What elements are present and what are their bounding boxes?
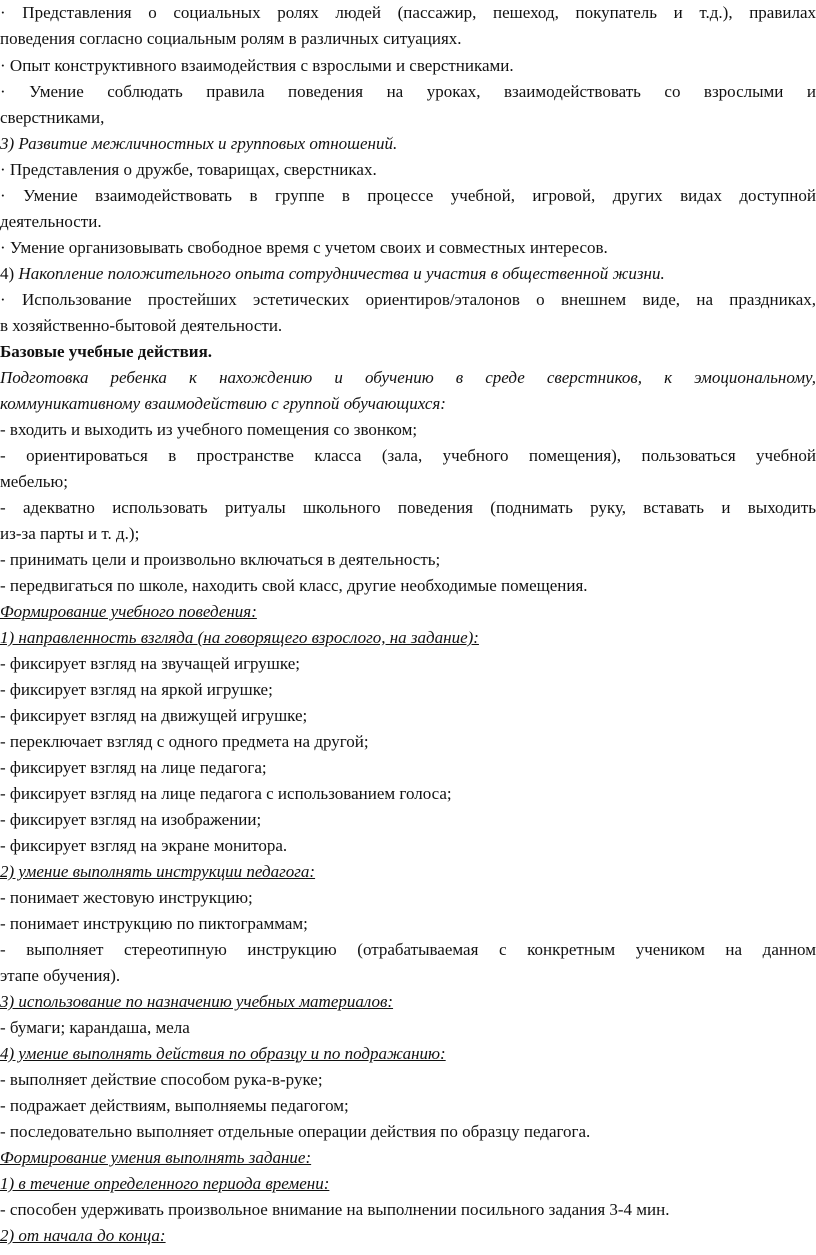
subsection-item-heading-text: 1) в течение определенного периода времени:	[0, 1174, 330, 1193]
section-heading-bold: Базовые учебные действия.	[0, 342, 213, 361]
italic-intro-line: Подготовка ребенка к нахождению и обучению в среде сверстников, к эмоциональному,	[0, 368, 816, 387]
text-line: · Умение взаимодействовать в группе в процессе учебной, игровой, других видах доступной	[0, 186, 816, 205]
list-item: - подражает действиям, выполняемы педагогом;	[0, 1096, 349, 1115]
list-item-continuation: из-за парты и т. д.);	[0, 524, 140, 543]
text-line: в хозяйственно-бытовой деятельности.	[0, 316, 283, 335]
subsection-item-heading-text: 2) умение выполнять инструкции педагога:	[0, 862, 316, 881]
subsection-item-heading	[0, 1171, 816, 1197]
list-item: - бумаги; карандаша, мела	[0, 1018, 190, 1037]
list-item: - способен удерживать произвольное внимание на выполнении посильного задания 3-4 мин.	[0, 1200, 670, 1219]
list-item: - фиксирует взгляд на лице педагога с использованием голоса;	[0, 784, 452, 803]
list-item-continuation: мебелью;	[0, 472, 68, 491]
list-item: - последовательно выполняет отдельные операции действия по образцу педагога.	[0, 1122, 591, 1141]
text-line	[0, 261, 816, 287]
subsection-item-heading	[0, 1223, 816, 1249]
text-line: деятельности.	[0, 212, 102, 231]
subsection-heading	[0, 599, 816, 625]
text-line: · Представления о дружбе, товарищах, сверстниках.	[0, 160, 377, 179]
subsection-item-heading-text: 4) умение выполнять действия по образцу и по подражанию:	[0, 1044, 446, 1063]
list-item: - ориентироваться в пространстве класса (зала, учебного помещения), пользоваться учебной	[0, 446, 816, 465]
subsection-item-heading	[0, 859, 816, 885]
list-number: 4)	[0, 264, 19, 283]
text-line: · Умение соблюдать правила поведения на уроках, взаимодействовать со взрослыми и	[0, 82, 816, 101]
text-line: · Использование простейших эстетических ориентиров/эталонов о внешнем виде, на праздниках,	[0, 290, 816, 309]
section-heading-italic: Накопление положительного опыта сотрудничества и участия в общественной жизни.	[18, 264, 665, 283]
list-item: - понимает инструкцию по пиктограммам;	[0, 914, 308, 933]
list-item: - передвигаться по школе, находить свой класс, другие необходимые помещения.	[0, 576, 588, 595]
list-item: - принимать цели и произвольно включаться в деятельность;	[0, 550, 441, 569]
list-item: - входить и выходить из учебного помещения со звонком;	[0, 420, 418, 439]
subsection-heading-text: Формирование умения выполнять задание:	[0, 1148, 312, 1167]
subsection-item-heading-text: 1) направленность взгляда (на говорящего взрослого, на задание):	[0, 628, 479, 647]
text-line: сверстниками,	[0, 108, 105, 127]
subsection-item-heading	[0, 1041, 816, 1067]
section-heading-italic: 3) Развитие межличностных и групповых отношений.	[0, 134, 398, 153]
subsection-item-heading	[0, 625, 816, 651]
subsection-item-heading-text: 3) использование по назначению учебных материалов:	[0, 992, 394, 1011]
list-item: - фиксирует взгляд на лице педагога;	[0, 758, 267, 777]
italic-intro-line: коммуникативному взаимодействию с группой обучающихся:	[0, 394, 446, 413]
list-item: - фиксирует взгляд на звучащей игрушке;	[0, 654, 301, 673]
list-item: - выполняет стереотипную инструкцию (отрабатываемая с конкретным учеником на данном	[0, 940, 816, 959]
list-item: - фиксирует взгляд на движущей игрушке;	[0, 706, 308, 725]
list-item: - понимает жестовую инструкцию;	[0, 888, 253, 907]
subsection-item-heading	[0, 989, 816, 1015]
list-item: - переключает взгляд с одного предмета на другой;	[0, 732, 369, 751]
subsection-heading-text: Формирование учебного поведения:	[0, 602, 257, 621]
list-item: - выполняет действие способом рука-в-руке;	[0, 1070, 323, 1089]
text-line: · Опыт конструктивного взаимодействия с взрослыми и сверстниками.	[0, 56, 514, 75]
list-item: - адекватно использовать ритуалы школьного поведения (поднимать руку, вставать и выходить	[0, 498, 816, 517]
subsection-heading	[0, 1145, 816, 1171]
text-line: · Умение организовывать свободное время с учетом своих и совместных интересов.	[0, 238, 608, 257]
list-item: - фиксирует взгляд на изображении;	[0, 810, 262, 829]
text-line: · Представления о социальных ролях людей (пассажир, пешеход, покупатель и т.д.), правилах	[0, 3, 816, 22]
text-line: поведения согласно социальным ролям в различных ситуациях.	[0, 29, 462, 48]
list-item: - фиксирует взгляд на яркой игрушке;	[0, 680, 273, 699]
list-item-continuation: этапе обучения).	[0, 966, 121, 985]
list-item: - фиксирует взгляд на экране монитора.	[0, 836, 288, 855]
subsection-item-heading-text: 2) от начала до конца:	[0, 1226, 166, 1245]
